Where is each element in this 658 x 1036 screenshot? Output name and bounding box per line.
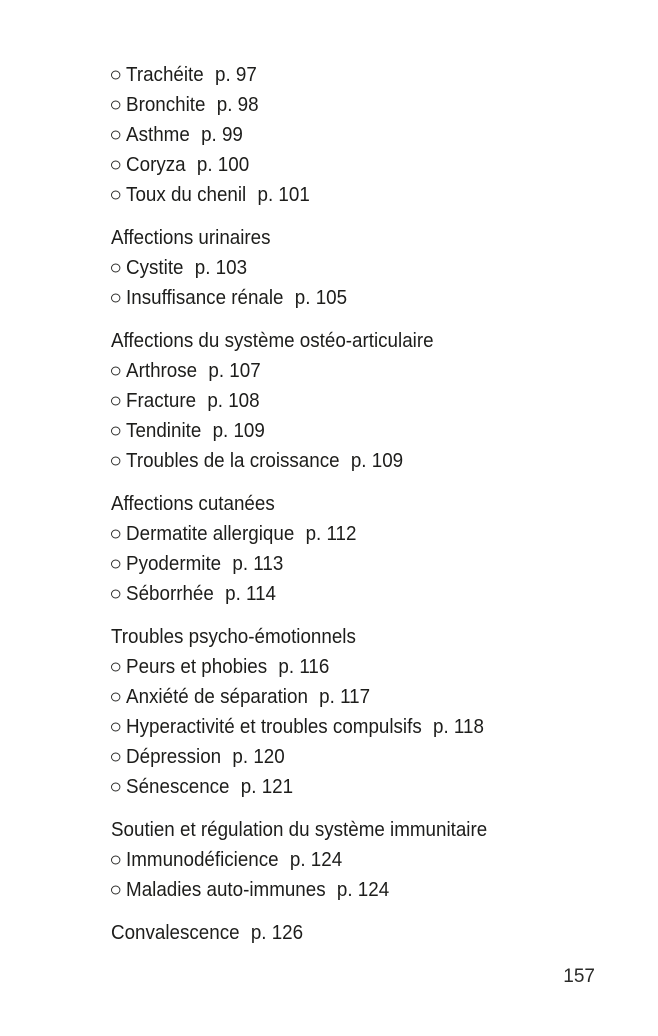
open-circle-bullet-icon: [111, 101, 120, 110]
section-title-text: Affections du système ostéo-articulaire: [111, 330, 434, 352]
section-title: [111, 622, 600, 652]
toc-item-list: [111, 60, 631, 210]
toc-item-page-ref: p. 117: [319, 686, 371, 708]
table-of-contents: [111, 60, 631, 948]
toc-item: [111, 180, 600, 210]
toc-item-list: [111, 845, 631, 905]
toc-item-page-ref: p. 109: [350, 450, 404, 472]
toc-item: [111, 875, 600, 905]
toc-item: [111, 772, 600, 802]
toc-item: [111, 845, 600, 875]
toc-item-page-ref: p. 107: [208, 360, 261, 382]
toc-item-page-ref: p. 101: [257, 184, 310, 206]
open-circle-bullet-icon: [111, 191, 120, 200]
open-circle-bullet-icon: [111, 131, 120, 140]
open-circle-bullet-icon: [111, 367, 120, 376]
open-circle-bullet-icon: [111, 693, 120, 702]
open-circle-bullet-icon: [111, 457, 120, 466]
toc-item-page-ref: p. 124: [289, 849, 343, 871]
open-circle-bullet-icon: [111, 886, 120, 895]
toc-item-label: Pyodermite: [126, 553, 222, 575]
toc-item-page-ref: p. 116: [278, 656, 330, 678]
toc-item-list: [111, 519, 631, 609]
toc-item-label: Trachéite: [126, 64, 204, 86]
toc-item-page-ref: p. 120: [232, 746, 285, 768]
toc-item-label: Tendinite: [126, 420, 202, 442]
toc-item: [111, 120, 600, 150]
toc-item-page-ref: p. 98: [216, 94, 259, 116]
toc-item: [111, 579, 600, 609]
section-page-ref: p. 126: [250, 922, 304, 944]
toc-item-label: Arthrose: [126, 360, 198, 382]
open-circle-bullet-icon: [111, 397, 120, 406]
toc-item-label: Insuffisance rénale: [126, 287, 284, 309]
open-circle-bullet-icon: [111, 161, 120, 170]
open-circle-bullet-icon: [111, 560, 120, 569]
toc-item-label: Bronchite: [126, 94, 206, 116]
toc-item-list: [111, 652, 631, 802]
section-title: [111, 918, 600, 948]
toc-item-page-ref: p. 103: [194, 257, 248, 279]
toc-item-page-ref: p. 114: [225, 583, 276, 605]
toc-section: [111, 622, 631, 802]
toc-item-label: Hyperactivité et troubles compulsifs: [126, 716, 422, 738]
toc-item: [111, 519, 600, 549]
toc-section: [111, 918, 631, 948]
open-circle-bullet-icon: [111, 856, 120, 865]
toc-item-label: Peurs et phobies: [126, 656, 268, 678]
section-title: [111, 223, 600, 253]
toc-item-page-ref: p. 112: [305, 523, 357, 545]
section-title-text: Affections cutanées: [111, 493, 275, 515]
toc-item-label: Cystite: [126, 257, 184, 279]
section-title-text: Soutien et régulation du système immunitaire: [111, 819, 488, 841]
toc-item-label: Toux du chenil: [126, 184, 247, 206]
open-circle-bullet-icon: [111, 427, 120, 436]
toc-section: [111, 815, 631, 905]
toc-item-label: Immunodéficience: [126, 849, 279, 871]
toc-item: [111, 283, 600, 313]
toc-item: [111, 446, 600, 476]
page-number: 157: [563, 966, 595, 987]
toc-item-page-ref: p. 124: [336, 879, 390, 901]
toc-item-page-ref: p. 99: [201, 124, 243, 146]
toc-section: [111, 60, 631, 210]
toc-item-page-ref: p. 105: [294, 287, 348, 309]
toc-item-label: Asthme: [126, 124, 190, 146]
open-circle-bullet-icon: [111, 753, 120, 762]
toc-section: [111, 489, 631, 609]
open-circle-bullet-icon: [111, 783, 120, 792]
toc-item-label: Troubles de la croissance: [126, 450, 340, 472]
open-circle-bullet-icon: [111, 530, 120, 539]
section-title: [111, 815, 600, 845]
open-circle-bullet-icon: [111, 294, 120, 303]
open-circle-bullet-icon: [111, 723, 120, 732]
toc-section: [111, 326, 631, 476]
open-circle-bullet-icon: [111, 663, 120, 672]
open-circle-bullet-icon: [111, 71, 120, 80]
section-title-text: Convalescence: [111, 922, 240, 944]
toc-item: [111, 652, 600, 682]
toc-item-label: Sénescence: [126, 776, 230, 798]
toc-item-page-ref: p. 108: [207, 390, 260, 412]
section-title: [111, 326, 600, 356]
open-circle-bullet-icon: [111, 264, 120, 273]
toc-item: [111, 150, 600, 180]
toc-item-list: [111, 253, 631, 313]
toc-item-label: Dépression: [126, 746, 222, 768]
toc-item: [111, 90, 600, 120]
toc-item: [111, 549, 600, 579]
toc-item: [111, 386, 600, 416]
toc-item: [111, 416, 600, 446]
section-title-text: Troubles psycho-émotionnels: [111, 626, 356, 648]
toc-item-page-ref: p. 97: [215, 64, 257, 86]
toc-item: [111, 712, 600, 742]
toc-item-page-ref: p. 113: [232, 553, 284, 575]
toc-item: [111, 253, 600, 283]
section-title-text: Affections urinaires: [111, 227, 271, 249]
toc-item-label: Séborrhée: [126, 583, 214, 605]
section-title: [111, 489, 600, 519]
toc-item: [111, 60, 600, 90]
toc-item-label: Fracture: [126, 390, 197, 412]
toc-item: [111, 682, 600, 712]
toc-item-label: Anxiété de séparation: [126, 686, 308, 708]
toc-item-label: Maladies auto-immunes: [126, 879, 326, 901]
toc-item-page-ref: p. 100: [196, 154, 250, 176]
toc-item: [111, 742, 600, 772]
toc-section: [111, 223, 631, 313]
toc-item-list: [111, 356, 631, 476]
toc-item-page-ref: p. 121: [240, 776, 294, 798]
toc-item-page-ref: p. 118: [433, 716, 484, 738]
toc-item-page-ref: p. 109: [212, 420, 265, 442]
toc-item-label: Dermatite allergique: [126, 523, 295, 545]
toc-item: [111, 356, 600, 386]
toc-item-label: Coryza: [126, 154, 186, 176]
open-circle-bullet-icon: [111, 590, 120, 599]
